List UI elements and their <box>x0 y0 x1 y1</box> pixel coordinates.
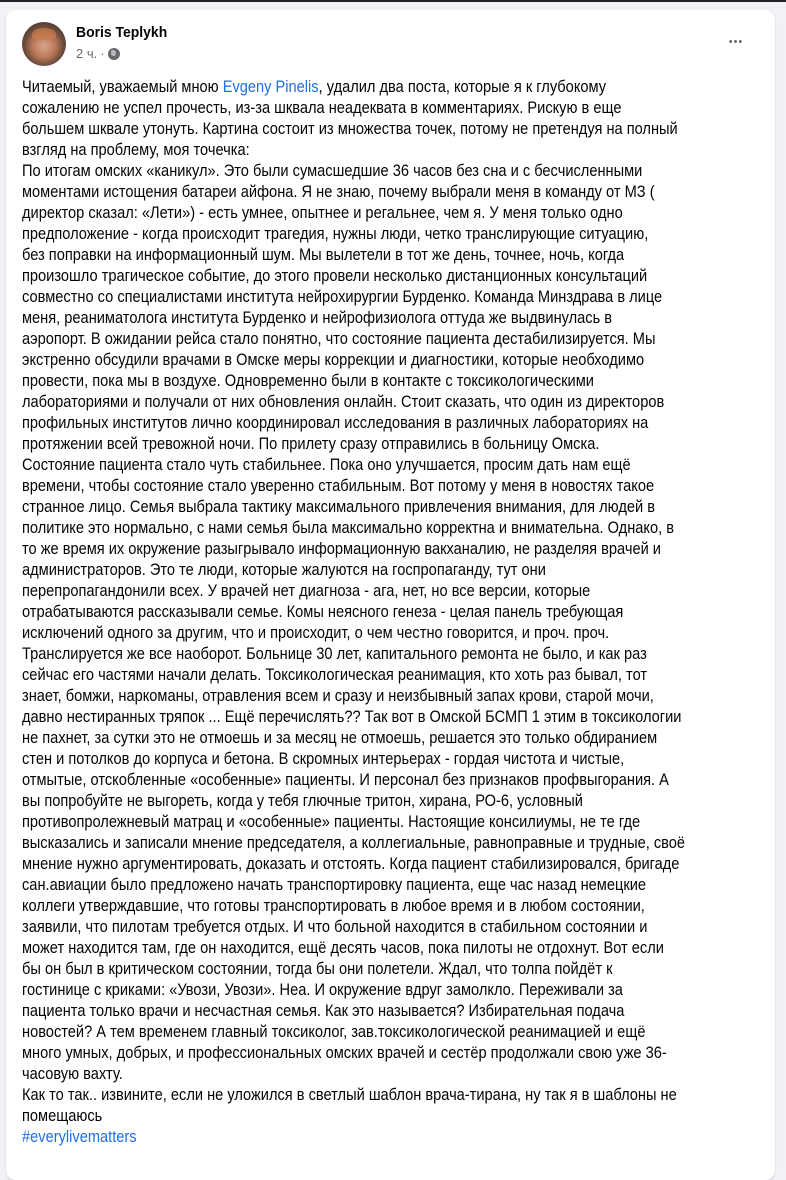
post-text-line: противопролежневый матрац и «особенные» пациенты. Настоящие консилиумы, не те где <box>22 812 641 831</box>
post-text-line: может находится там, где он находится, ещё десять часов, пока пилоты не отдохнут. Вот если <box>22 938 664 957</box>
window-top-border <box>0 0 786 2</box>
post-text-line <box>22 76 667 97</box>
post-text: Читаемый, уважаемый мною <box>22 77 223 96</box>
post-text-line: администраторов. Это те люди, которые жалуются на госпропаганду, тут они <box>22 560 546 579</box>
post-text-line: бы он был в критическом состоянии, тогда бы они полетели. Ждал, что толпа пойдёт к <box>22 959 613 978</box>
hashtag-line <box>22 1126 667 1147</box>
post-text-line: давно нестиранных тряпок ... Ещё перечислять?? Так вот в Омской БСМП 1 этим в токсикологии <box>22 707 682 726</box>
post-text-line: коллеги утверждавшие, что готовы транспортировать в любое время и в любом состоянии, <box>22 896 645 915</box>
post-text-line: совместно со специалистами института нейрохирургии Бурденко. Команда Минздрава в лице <box>22 287 663 306</box>
post-text-line: провести, пока мы в воздухе. Одновременно были в контакте с токсикологическими <box>22 371 594 390</box>
post-text-line: меня, реаниматолога института Бурденко и нейрофизиолога оттуда же выдвинулась в <box>22 308 613 327</box>
mention-link[interactable]: Evgeny Pinelis <box>222 77 319 96</box>
hashtag-link[interactable]: #everylivematters <box>22 1127 137 1146</box>
post-text-line: политике это нормально, с нами семья была максимально корректна и внимательна. Однако, в <box>22 518 675 537</box>
post-text-line: высказались и записали мнение председателя, а коллегиальные, равноправные и трудные, своё <box>22 833 686 852</box>
post-meta <box>76 46 120 61</box>
post-text-line: Транслируется же все наоборот. Больнице 30 лет, капитального ремонта не было, и как раз <box>22 644 647 663</box>
post-text-line: исключений одного за другим, что и происходит, о чем честно говорится, и проч. проч. <box>22 623 610 642</box>
post-text-line: протяжении всей тревожной ночи. По прилету сразу отправились в больницу Омска. <box>22 434 600 453</box>
post-text-line: предположение - когда происходит трагедия, нужны люди, четко транслирующие ситуацию, <box>22 224 649 243</box>
post-time[interactable]: 2 ч. <box>76 46 98 61</box>
post-text-line: отрабатываются рассказывали семье. Комы неясного генеза - целая панель требующая <box>22 602 624 621</box>
avatar[interactable] <box>22 22 66 66</box>
post-text-line: моментами истощения батареи айфона. Я не знаю, почему выбрали меня в команду от МЗ ( <box>22 182 655 201</box>
post-text-line: взгляд на проблему, моя точечка: <box>22 140 250 159</box>
post-text-line: странное лицо. Семья выбрала тактику максимального привлечения внимания, для людей в <box>22 497 655 516</box>
post-text-line: сан.авиации было предложено начать транспортировку пациента, еще час назад немецкие <box>22 875 647 894</box>
more-icon: ••• <box>728 36 744 48</box>
post-text-line: мнение нужно аргументировать, доказать и отстоять. Когда пациент стабилизировался, бригаде <box>22 854 680 873</box>
post-text-line: много умных, добрых, и профессиональных омских врачей и сестёр продолжали свою уже 36- <box>22 1043 667 1062</box>
post-text-line: профильных институтов лично координировал исследования в различных лабораториях на <box>22 413 649 432</box>
post-text-line: сейчас его частями начали делать. Токсикологическая реанимация, кто хоть раз бывал, тот <box>22 665 648 684</box>
post-text-line: отмытые, отскобленные «особенные» пациенты. И персонал без признаков профвыгорания. А <box>22 770 669 789</box>
globe-icon[interactable] <box>108 48 120 60</box>
post-text-line: директор сказал: «Лети») - есть умнее, опытнее и регальнее, чем я. У меня только одно <box>22 203 623 222</box>
post-text-line: Как то так.. извините, если не уложился в светлый шаблон врача-тирана, ну так я в шаблоны не <box>22 1085 677 1104</box>
post-text-line: заявили, что пилотам требуется отдых. И что больной находится в стабильном состоянии и <box>22 917 648 936</box>
post-body <box>22 76 772 1147</box>
post-text-line: времени, чтобы состояние стало уверенно стабильным. Вот потому у меня в новостях такое <box>22 476 655 495</box>
post-text-line: пациента только врачи и несчастная семья. Как это называется? Избирательная подача <box>22 1001 625 1020</box>
post-text-line: новостей? А тем временем главный токсиколог, зав.токсикологической реанимацией и ещё <box>22 1022 646 1041</box>
post-text-line: сожалению не успел прочесть, из-за шквала неадеквата в комментариях. Рискую в еще <box>22 98 622 117</box>
post-card <box>6 10 775 1180</box>
post-text-line: большем шквале утонуть. Картина состоит из множества точек, потому не претендуя на полный <box>22 119 678 138</box>
post-text-line: По итогам омских «каникул». Это были сумасшедшие 36 часов без сна и с бесчисленными <box>22 161 643 180</box>
post-header <box>22 22 762 66</box>
post-text-line: без поправки на информационный шум. Мы вылетели в тот же день, точнее, ночь, когда <box>22 245 625 264</box>
post-text-line: аэропорт. В ожидании рейса стало понятно, что состояние пациента дестабилизируется. Мы <box>22 329 656 348</box>
post-text-line: экстренно обсудили врачами в Омске меры коррекции и диагностики, которые необходимо <box>22 350 645 369</box>
post-text-line: лабораториями и получали от них обновления онлайн. Стоит сказать, что один из директоров <box>22 392 665 411</box>
author-name[interactable]: Boris Teplykh <box>76 24 168 41</box>
post-text-line: знает, бомжи, наркоманы, отравления всем и сразу и неизбывный запах крови, старой мочи, <box>22 686 654 705</box>
post-text-line: перепропагандонили всех. У врачей нет диагноза - ага, нет, но все версии, которые <box>22 581 591 600</box>
post-text-line: часовую вахту. <box>22 1064 123 1083</box>
post-text-line: стен и потолков до корпуса и бетона. В скромных интерьерах - гордая чистота и чистые, <box>22 749 625 768</box>
meta-separator: · <box>100 46 105 61</box>
post-text-line: не пахнет, за сутки это не отмоешь и за месяц не отмоешь, решается это только обдиранием <box>22 728 658 747</box>
post-text: , удалил два поста, которые я к глубокому <box>318 77 607 96</box>
post-text-line: Состояние пациента стало чуть стабильнее. Пока оно улучшается, просим дать нам ещё <box>22 455 631 474</box>
more-options-button[interactable] <box>718 34 754 54</box>
post-text-line: вы попробуйте не выгореть, когда у тебя глючные тритон, хирана, РО-6, условный <box>22 791 583 810</box>
post-text-line: то же время их окружение разыгрывало информационную вакханалию, не разделяя врачей и <box>22 539 661 558</box>
post-text-line: помещаюсь <box>22 1106 103 1125</box>
post-text-line: гостинице с криками: «Увози, Увози». Неа. И окружение вдруг замолкло. Переживали за <box>22 980 623 999</box>
post-text-line: произошло трагическое событие, до этого провели несколько дистанционных консультаций <box>22 266 648 285</box>
